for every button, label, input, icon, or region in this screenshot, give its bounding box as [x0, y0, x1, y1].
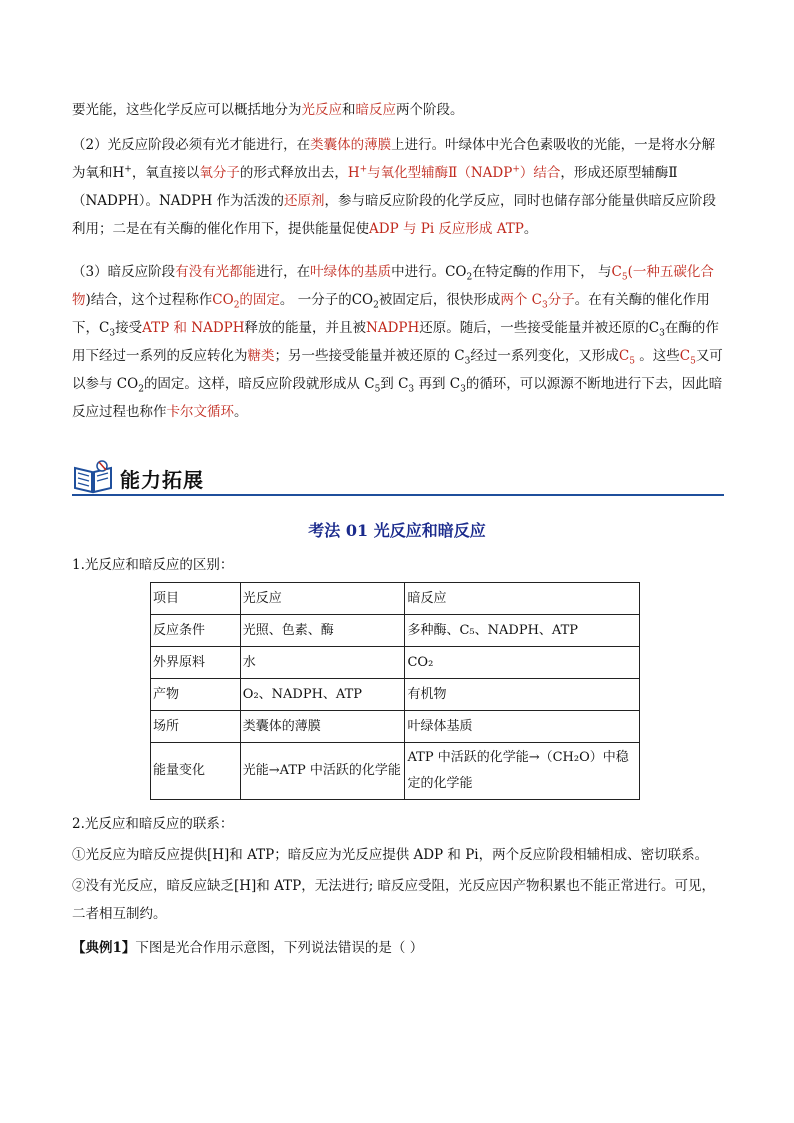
highlight-term: 类囊体的薄膜 — [310, 137, 392, 153]
superscript: + — [512, 164, 520, 175]
text-run: 要光能，这些化学反应可以概括地分为 — [72, 102, 302, 118]
text-run: 和 — [342, 102, 356, 118]
highlight-dark-reaction: 暗反应 — [355, 102, 396, 118]
superscript: + — [359, 164, 368, 175]
table-cell: 外界原料 — [151, 647, 241, 679]
subscript: 5 — [690, 356, 696, 367]
table-cell: 场所 — [151, 711, 241, 743]
text-run: 再到 C — [414, 376, 461, 392]
difference-heading: 1.光反应和暗反应的区别： — [72, 557, 234, 573]
table-cell: 光能→ATP 中活跃的化学能 — [240, 743, 405, 800]
table-row — [151, 615, 640, 647]
table-header-row — [151, 583, 640, 615]
intro-paragraph — [72, 96, 724, 124]
table-cell: 水 — [240, 647, 405, 679]
text-run: 接受 — [115, 320, 143, 336]
text-run: 。这些 — [634, 348, 680, 364]
table-cell: 类囊体的薄膜 — [240, 711, 405, 743]
example-text: 下图是光合作用示意图，下列说法错误的是（ ） — [135, 940, 424, 956]
table-row — [151, 743, 640, 800]
subscript: 5 — [629, 356, 635, 367]
paragraph-light-reaction — [72, 131, 724, 243]
open-book-icon — [72, 458, 114, 496]
table-cell: CO₂ — [405, 647, 640, 679]
text-run: 进行，在 — [256, 264, 311, 280]
subscript: 3 — [464, 356, 471, 367]
highlight-term: H — [347, 165, 360, 181]
highlight-term: (一种五碳化合物 — [72, 264, 714, 308]
comparison-table-body — [151, 583, 640, 800]
text-run: 中进行。CO — [391, 264, 467, 280]
table-cell: ATP 中活跃的化学能→（CH₂O）中稳定的化学能 — [405, 743, 640, 800]
highlight-term: NADPH — [366, 320, 420, 336]
text-run: )结合，这个过程称作 — [85, 292, 213, 308]
text-run: 的形式释放出去， — [239, 165, 348, 181]
text-run: 。 — [523, 221, 538, 237]
table-cell: 暗反应 — [405, 583, 640, 615]
text-run: 在酶的作用下经过一系列的反应转化为 — [72, 320, 719, 364]
table-cell: 项目 — [151, 583, 241, 615]
highlight-term: 分子 — [547, 292, 575, 308]
highlight-term: 与氧化型辅酶Ⅱ（NADP — [367, 165, 513, 181]
subscript: 3 — [408, 384, 415, 395]
text-run: ，参与暗反应阶段的化学反应，同时也储存部分能量供暗反应阶段利用；二是在有关酶的催化作用下，提供能量促使 — [72, 193, 717, 237]
subscript: 2 — [373, 300, 379, 311]
subscript: 3 — [659, 328, 665, 339]
highlight-term: 氧分子 — [199, 165, 240, 181]
table-cell: 光照、色素、酶 — [240, 615, 405, 647]
subscript: 3 — [109, 328, 116, 339]
section-banner — [72, 454, 724, 500]
text-run: ；另一些接受能量并被还原的 C — [274, 348, 465, 364]
highlight-term: 还原剂 — [284, 193, 325, 209]
text-run: （2）光反应阶段必须有光才能进行，在 — [72, 137, 311, 153]
subscript: 2 — [233, 300, 240, 311]
link-point-2: ②没有光反应，暗反应缺乏[H]和 ATP，无法进行; 暗反应受阻，光反应因产物积累也不能正常进行。可见，二者相互制约。 — [72, 878, 716, 922]
table-cell: 反应条件 — [151, 615, 241, 647]
text-run: 经过一系列变化，又形成 — [470, 348, 619, 364]
table-row — [151, 679, 640, 711]
highlight-term: 的固定 — [239, 292, 280, 308]
text-run: ，氧直接以 — [131, 165, 200, 181]
text-run: ，形成还原型辅酶Ⅱ（NADPH）。NADPH 作为活泼的 — [72, 165, 678, 209]
paragraph-dark-reaction — [72, 258, 724, 426]
highlight-term: ）结合 — [519, 165, 561, 181]
subscript: 5 — [621, 272, 628, 283]
text-run: 到 C — [380, 376, 409, 392]
table-cell: 产物 — [151, 679, 241, 711]
text-run: （3）暗反应阶段 — [72, 264, 176, 280]
text-run: 。在有关酶的催化作用下，C — [72, 292, 710, 336]
highlight-term: 卡尔文循环 — [166, 404, 234, 420]
highlight-light-reaction: 光反应 — [301, 102, 342, 118]
text-run: 释放的能量，并且被 — [244, 320, 367, 336]
table-cell: 光反应 — [240, 583, 405, 615]
subscript: 3 — [460, 384, 466, 395]
highlight-term: ADP 与 Pi 反应形成 ATP — [369, 221, 524, 237]
text-run: 被固定后，很快形成 — [378, 292, 501, 308]
table-cell: O₂、NADPH、ATP — [240, 679, 405, 711]
comparison-table — [150, 582, 640, 800]
highlight-term: 有没有光都能 — [175, 264, 257, 280]
text-run: 两个阶段。 — [396, 102, 464, 118]
example-question — [72, 934, 724, 962]
example-tag: 【典例1】 — [72, 940, 136, 956]
link-heading: 2.光反应和暗反应的联系： — [72, 816, 234, 832]
text-run: 的固定。这样，暗反应阶段就形成从 C — [143, 376, 375, 392]
subscript: 3 — [541, 300, 548, 311]
highlight-term: C — [679, 348, 691, 364]
table-row — [151, 711, 640, 743]
banner-rule — [72, 494, 724, 496]
text-run: 在特定酶的作用下， 与 — [472, 264, 612, 280]
highlight-term: C — [618, 348, 630, 364]
section-title: 考法 01 光反应和暗反应 — [308, 521, 486, 540]
text-run: 。 — [234, 404, 248, 420]
table-row — [151, 647, 640, 679]
table-cell: 多种酶、C₅、NADPH、ATP — [405, 615, 640, 647]
highlight-term: ATP 和 NADPH — [142, 320, 245, 336]
highlight-term: C — [611, 264, 622, 280]
link-point-1: ①光反应为暗反应提供[H]和 ATP；暗反应为光反应提供 ADP 和 Pi，两个反应阶段相辅相成、密切联系。 — [72, 847, 709, 863]
subscript: 2 — [466, 272, 473, 283]
subscript: 5 — [374, 384, 381, 395]
text-run: 上进行。叶绿体中光合色素吸收的光能，一是将水分解为氧和H — [72, 137, 716, 181]
highlight-term: CO — [212, 292, 234, 308]
banner-title: 能力拓展 — [120, 468, 204, 492]
text-run: 又可以参与 CO — [72, 348, 723, 392]
text-run: 。 一分子的CO — [279, 292, 374, 308]
highlight-term: 糖类 — [247, 348, 275, 364]
table-cell: 叶绿体基质 — [405, 711, 640, 743]
table-cell: 有机物 — [405, 679, 640, 711]
subscript: 2 — [138, 384, 144, 395]
text-run: 还原。随后，一些接受能量并被还原的C — [419, 320, 660, 336]
highlight-term: 叶绿体的基质 — [310, 264, 392, 280]
table-cell: 能量变化 — [151, 743, 241, 800]
highlight-term: 两个 C — [500, 292, 542, 308]
text-run: 的循环，可以源源不断地进行下去，因此暗反应过程也称作 — [72, 376, 723, 420]
superscript: + — [124, 164, 132, 175]
